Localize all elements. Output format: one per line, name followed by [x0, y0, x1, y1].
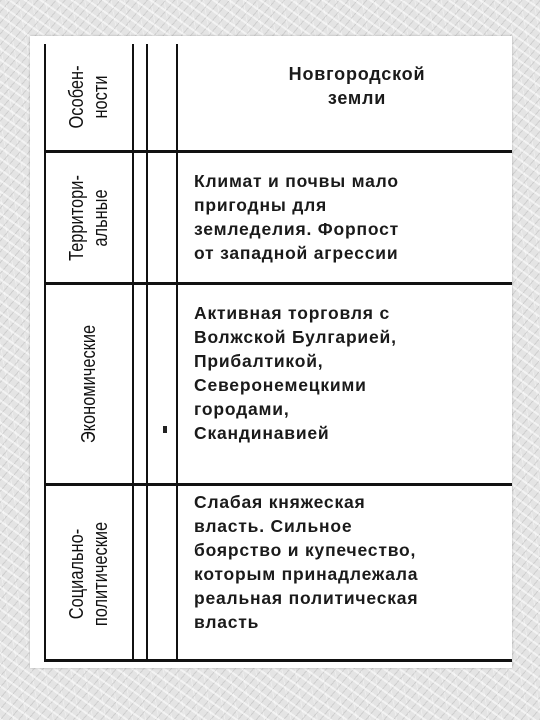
row-content: Слабая княжеская власть. Сильное боярство и купечество, которым принадлежала реальная политическая власть: [194, 492, 419, 632]
row-content: Климат и почвы мало пригодны для земледелия. Форпост от западной агрессии: [194, 171, 400, 263]
table-border-bottom: [44, 659, 512, 662]
row-side-cell: [46, 153, 132, 282]
document-sheet: [30, 36, 512, 668]
features-table: [44, 44, 512, 662]
row-side-cell: [46, 486, 132, 662]
stray-mark: [163, 426, 167, 433]
header-side-cell: [46, 44, 132, 150]
row-side-label: Социально- политические: [66, 521, 112, 627]
row-content-cell: [194, 301, 508, 483]
row-side-label: Экономические: [78, 324, 100, 444]
row-side-label: Территори- альные: [66, 174, 112, 261]
column-title: Новгородской земли: [288, 64, 426, 108]
table-row: [44, 285, 512, 483]
header-side-label: Особен- ности: [66, 65, 112, 129]
row-content: Активная торговля с Волжской Булгарией, Прибалтикой, Северонемецкими городами, Скандинавией: [194, 303, 397, 443]
row-content-cell: [194, 490, 508, 662]
row-content-cell: [194, 169, 508, 282]
table-row: [44, 486, 512, 662]
table-row: [44, 153, 512, 282]
header-content-cell: [194, 62, 508, 150]
row-side-cell: [46, 285, 132, 483]
table-header-row: [44, 44, 512, 150]
